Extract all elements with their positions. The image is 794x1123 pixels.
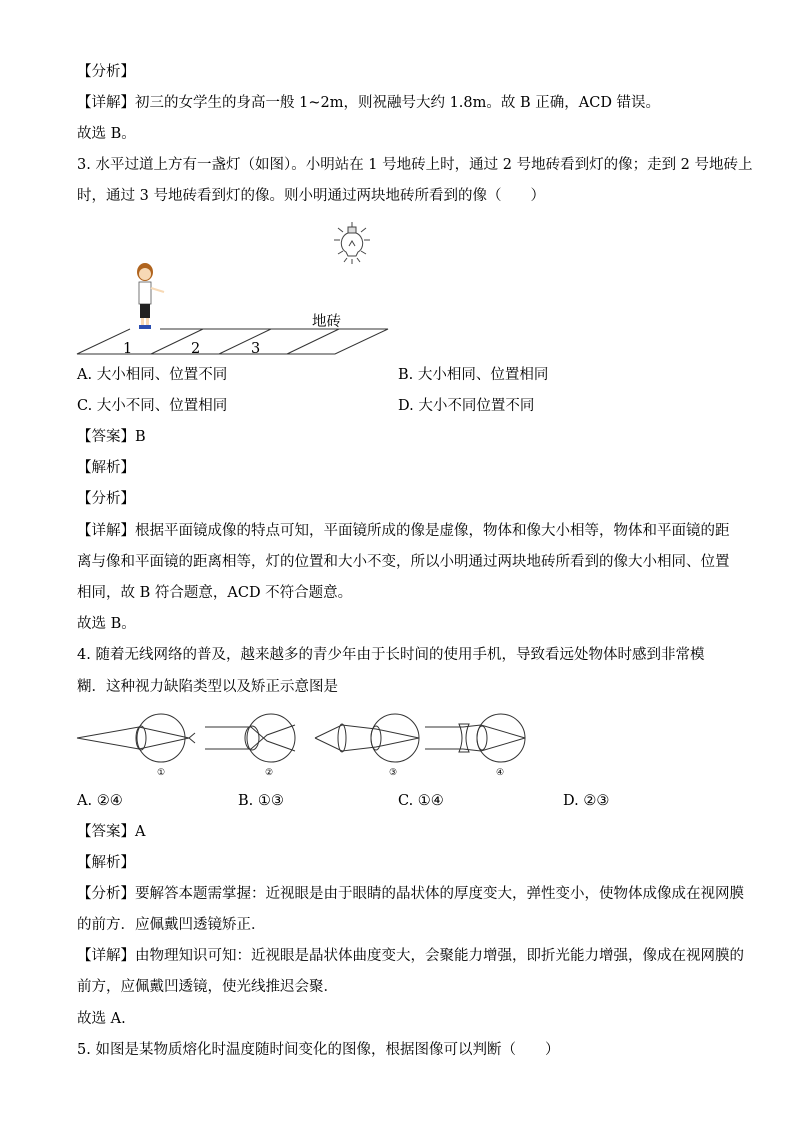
q4-option-b: B. ①③ — [238, 793, 284, 809]
detail-q2: 【详解】初三的女学生的身高一般 1~2m，则祝融号大约 1.8m。故 B 正确，ACD 错误。 — [77, 95, 661, 111]
conclusion-q2: 故选 B。 — [77, 126, 136, 142]
eye-diagram-3-label: ③ — [389, 768, 398, 778]
eye-diagram-4-label: ④ — [496, 768, 505, 778]
floor-label: 地砖 — [312, 314, 341, 330]
eye-diagram-2-label: ② — [265, 768, 274, 778]
question-3-line-1: 3. 水平过道上方有一盏灯（如图）。小明站在 1 号地砖上时，通过 2 号地砖看到灯的像；走到 2 号地砖上 — [77, 157, 753, 173]
q3-option-b: B. 大小相同、位置相同 — [398, 367, 549, 383]
q4-detail-1: 【详解】由物理知识可知：近视眼是晶状体曲度变大，会聚能力增强，即折光能力增强，像成在视网膜的 — [77, 948, 744, 964]
q4-answer: 【答案】A — [77, 824, 146, 840]
q4-jiexi: 【解析】 — [77, 855, 135, 871]
question-5-stem: 5. 如图是某物质熔化时温度随时间变化的图像，根据图像可以判断（ ） — [77, 1042, 560, 1058]
analysis-heading: 【分析】 — [77, 64, 135, 80]
eye-diagram-1 — [77, 713, 197, 779]
q4-option-a: A. ②④ — [77, 793, 123, 809]
lamp-illustration — [326, 220, 378, 268]
tile-label-1: 1 — [123, 341, 133, 357]
q4-analysis-1: 【分析】要解答本题需掌握：近视眼是由于眼睛的晶状体的厚度变大，弹性变小，使物体成像成在视网膜 — [77, 886, 744, 902]
q4-option-d: D. ②③ — [563, 793, 610, 809]
eye-diagram-1-label: ① — [157, 768, 166, 778]
q3-conclusion: 故选 B。 — [77, 616, 136, 632]
q4-analysis-2: 的前方．应佩戴凹透镜矫正． — [77, 917, 266, 933]
q3-option-a: A. 大小相同、位置不同 — [77, 367, 228, 383]
q3-option-c: C. 大小不同、位置相同 — [77, 398, 228, 414]
q3-detail-2: 离与像和平面镜的距离相等，灯的位置和大小不变，所以小明通过两块地砖所看到的像大小相同、位置 — [77, 554, 730, 570]
tile-label-3: 3 — [251, 341, 261, 357]
q3-option-d: D. 大小不同位置不同 — [398, 398, 535, 414]
tile-label-2: 2 — [191, 341, 201, 357]
question-3-line-2: 时，通过 3 号地砖看到灯的像。则小明通过两块地砖所看到的像（ ） — [77, 188, 545, 204]
question-4-line-1: 4. 随着无线网络的普及，越来越多的青少年由于长时间的使用手机，导致看远处物体时感到非常模 — [77, 647, 705, 663]
question-4-line-2: 糊．这种视力缺陷类型以及矫正示意图是 — [77, 679, 338, 695]
q4-detail-2: 前方，应佩戴凹透镜，使光线推迟会聚． — [77, 979, 338, 995]
q4-option-c: C. ①④ — [398, 793, 444, 809]
eye-diagram-3 — [315, 713, 425, 779]
q3-analysis: 【分析】 — [77, 491, 135, 507]
q3-detail-3: 相同，故 B 符合题意，ACD 不符合题意。 — [77, 585, 353, 601]
eye-diagram-4 — [425, 713, 530, 779]
q3-jiexi: 【解析】 — [77, 460, 135, 476]
q3-answer: 【答案】B — [77, 429, 146, 445]
q3-detail-1: 【详解】根据平面镜成像的特点可知，平面镜所成的像是虚像，物体和像大小相等，物体和平面镜的距 — [77, 523, 730, 539]
eye-diagram-2 — [205, 713, 305, 779]
q4-conclusion: 故选 A. — [77, 1011, 126, 1027]
